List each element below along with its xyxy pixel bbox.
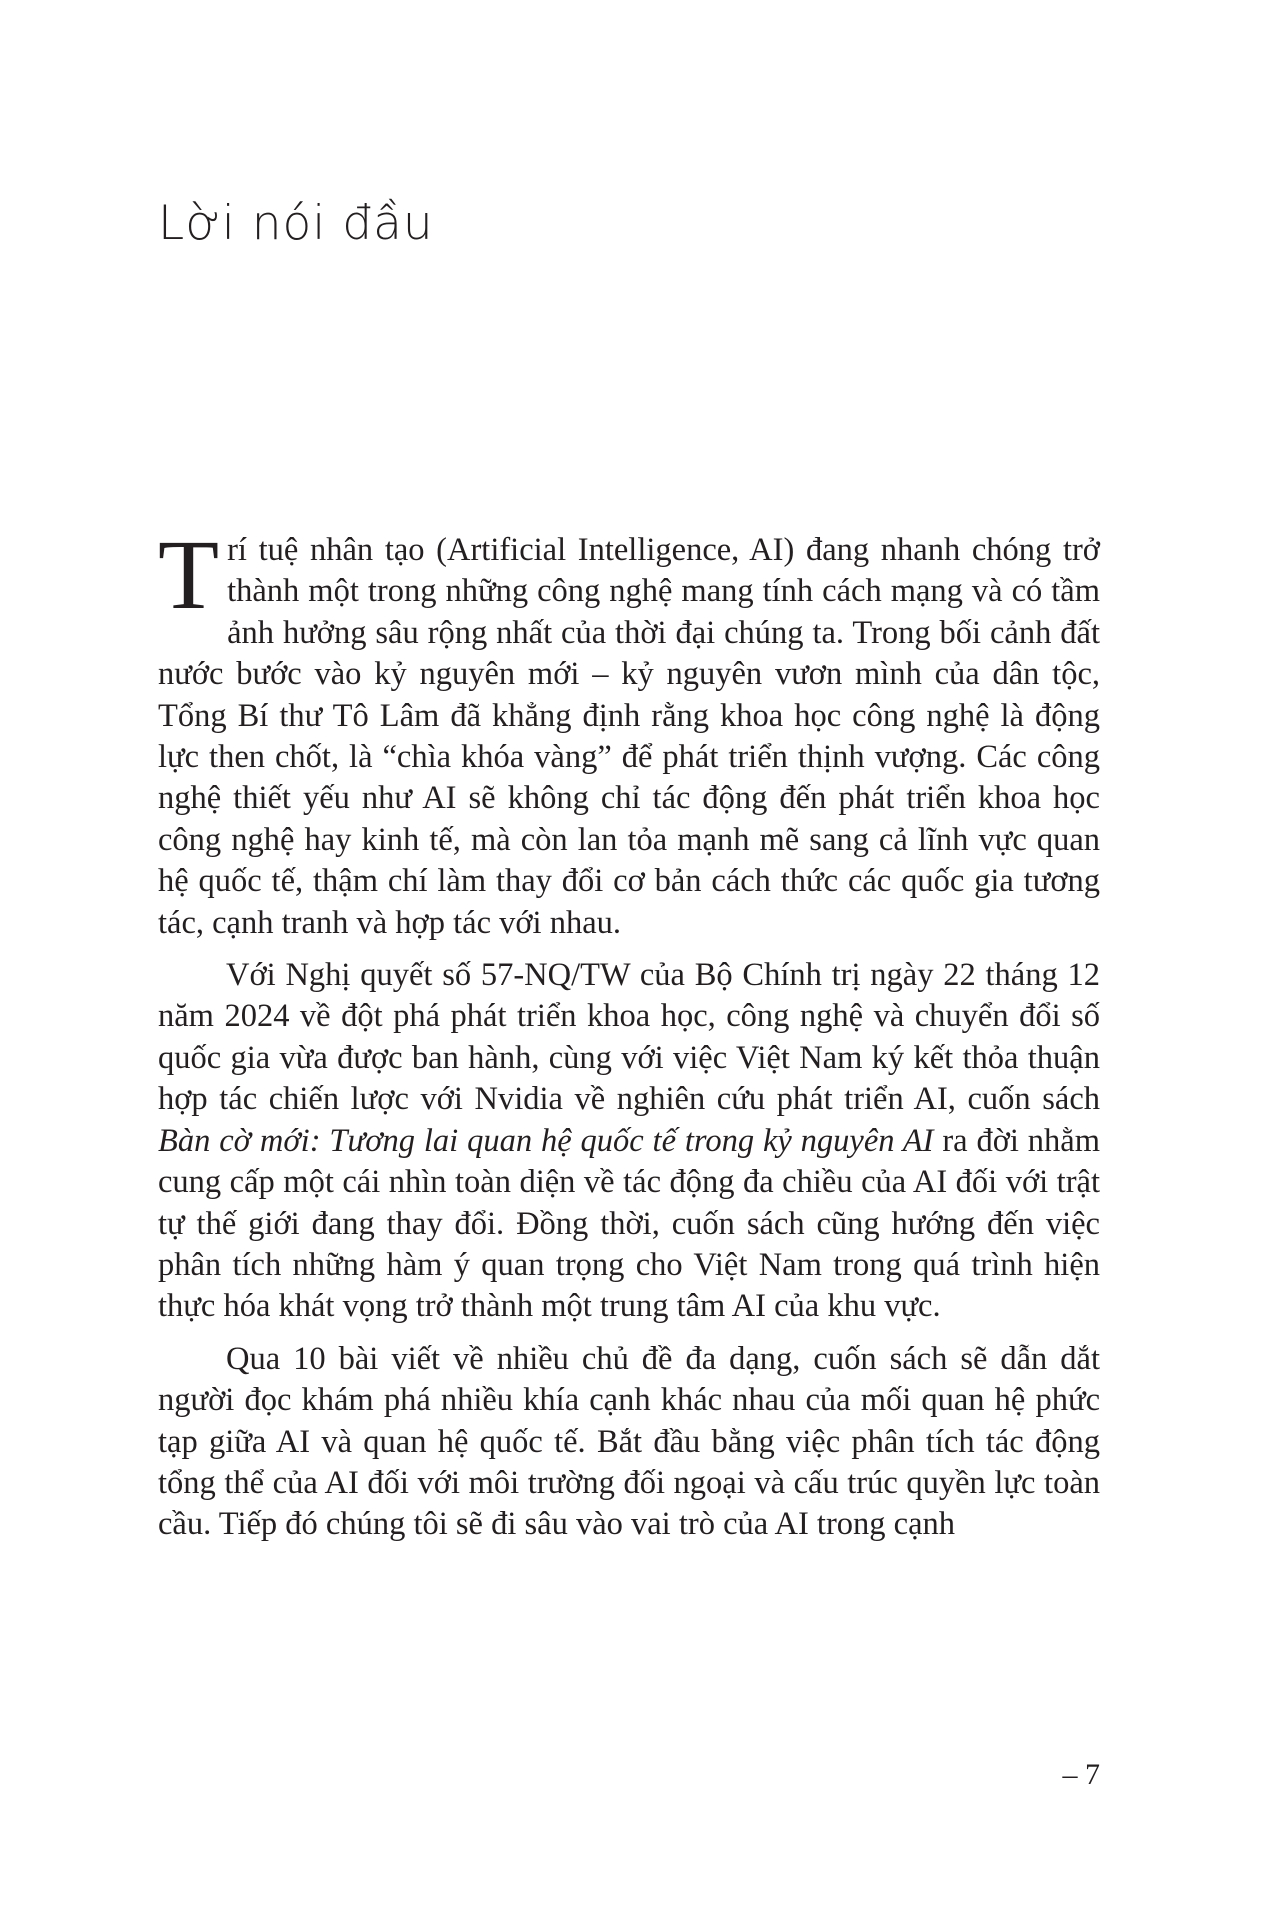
- drop-cap: T: [158, 519, 220, 630]
- paragraph-2: [158, 955, 1100, 1328]
- chapter-title: Lời nói đầu: [158, 196, 434, 251]
- paragraph-1-text: rí tuệ nhân tạo (Artificial Intelligence, AI) đang nhanh chóng trở thành một trong những công nghệ mang tính cách mạng và có tầm ảnh hưởng sâu rộng nhất của thời đại chúng ta. Trong bối cảnh đất nước bước vào kỷ nguyên mới – kỷ nguyên vươn mình của dân tộc, Tổng Bí thư Tô Lâm đã khẳng định rằng khoa học công nghệ là động lực then chốt, là “chìa khóa vàng” để phát triển thịnh vượng. Các công nghệ thiết yếu như AI sẽ không chỉ tác động đến phát triển khoa học công nghệ hay kinh tế, mà còn lan tỏa mạnh mẽ sang cả lĩnh vực quan hệ quốc tế, thậm chí làm thay đổi cơ bản cách thức các quốc gia tương tác, cạnh tranh và hợp tác với nhau.: [158, 532, 1100, 941]
- paragraph-2-text-after: ra đời nhằm cung cấp một cái nhìn toàn diện về tác động đa chiều của AI đối với trật tự thế giới đang thay đổi. Đồng thời, cuốn sách cũng hướng đến việc phân tích những hàm ý quan trọng cho Việt Nam trong quá trình hiện thực hóa khát vọng trở thành một trung tâm AI của khu vực.: [158, 1122, 1101, 1325]
- paragraph-2-text-before: Với Nghị quyết số 57-NQ/TW của Bộ Chính trị ngày 22 tháng 12 năm 2024 về đột phá phát triển khoa học, công nghệ và chuyển đổi số quốc gia vừa được ban hành, cùng với việc Việt Nam ký kết thỏa thuận hợp tác chiến lược với Nvidia về nghiên cứu phát triển AI, cuốn sách: [158, 957, 1100, 1118]
- paragraph-1: [158, 519, 1100, 944]
- body-text: [158, 519, 1101, 1546]
- paragraph-3: [158, 1339, 1100, 1546]
- page-number: – 7: [1062, 1758, 1100, 1791]
- book-title: Bàn cờ mới: Tương lai quan hệ quốc tế trong kỷ nguyên AI: [158, 1122, 934, 1159]
- paragraph-3-text: Qua 10 bài viết về nhiều chủ đề đa dạng, cuốn sách sẽ dẫn dắt người đọc khám phá nhiều khía cạnh khác nhau của mối quan hệ phức tạp giữa AI và quan hệ quốc tế. Bắt đầu bằng việc phân tích tác động tổng thể của AI đối với môi trường đối ngoại và cấu trúc quyền lực toàn cầu. Tiếp đó chúng tôi sẽ đi sâu vào vai trò của AI trong cạnh: [158, 1340, 1100, 1543]
